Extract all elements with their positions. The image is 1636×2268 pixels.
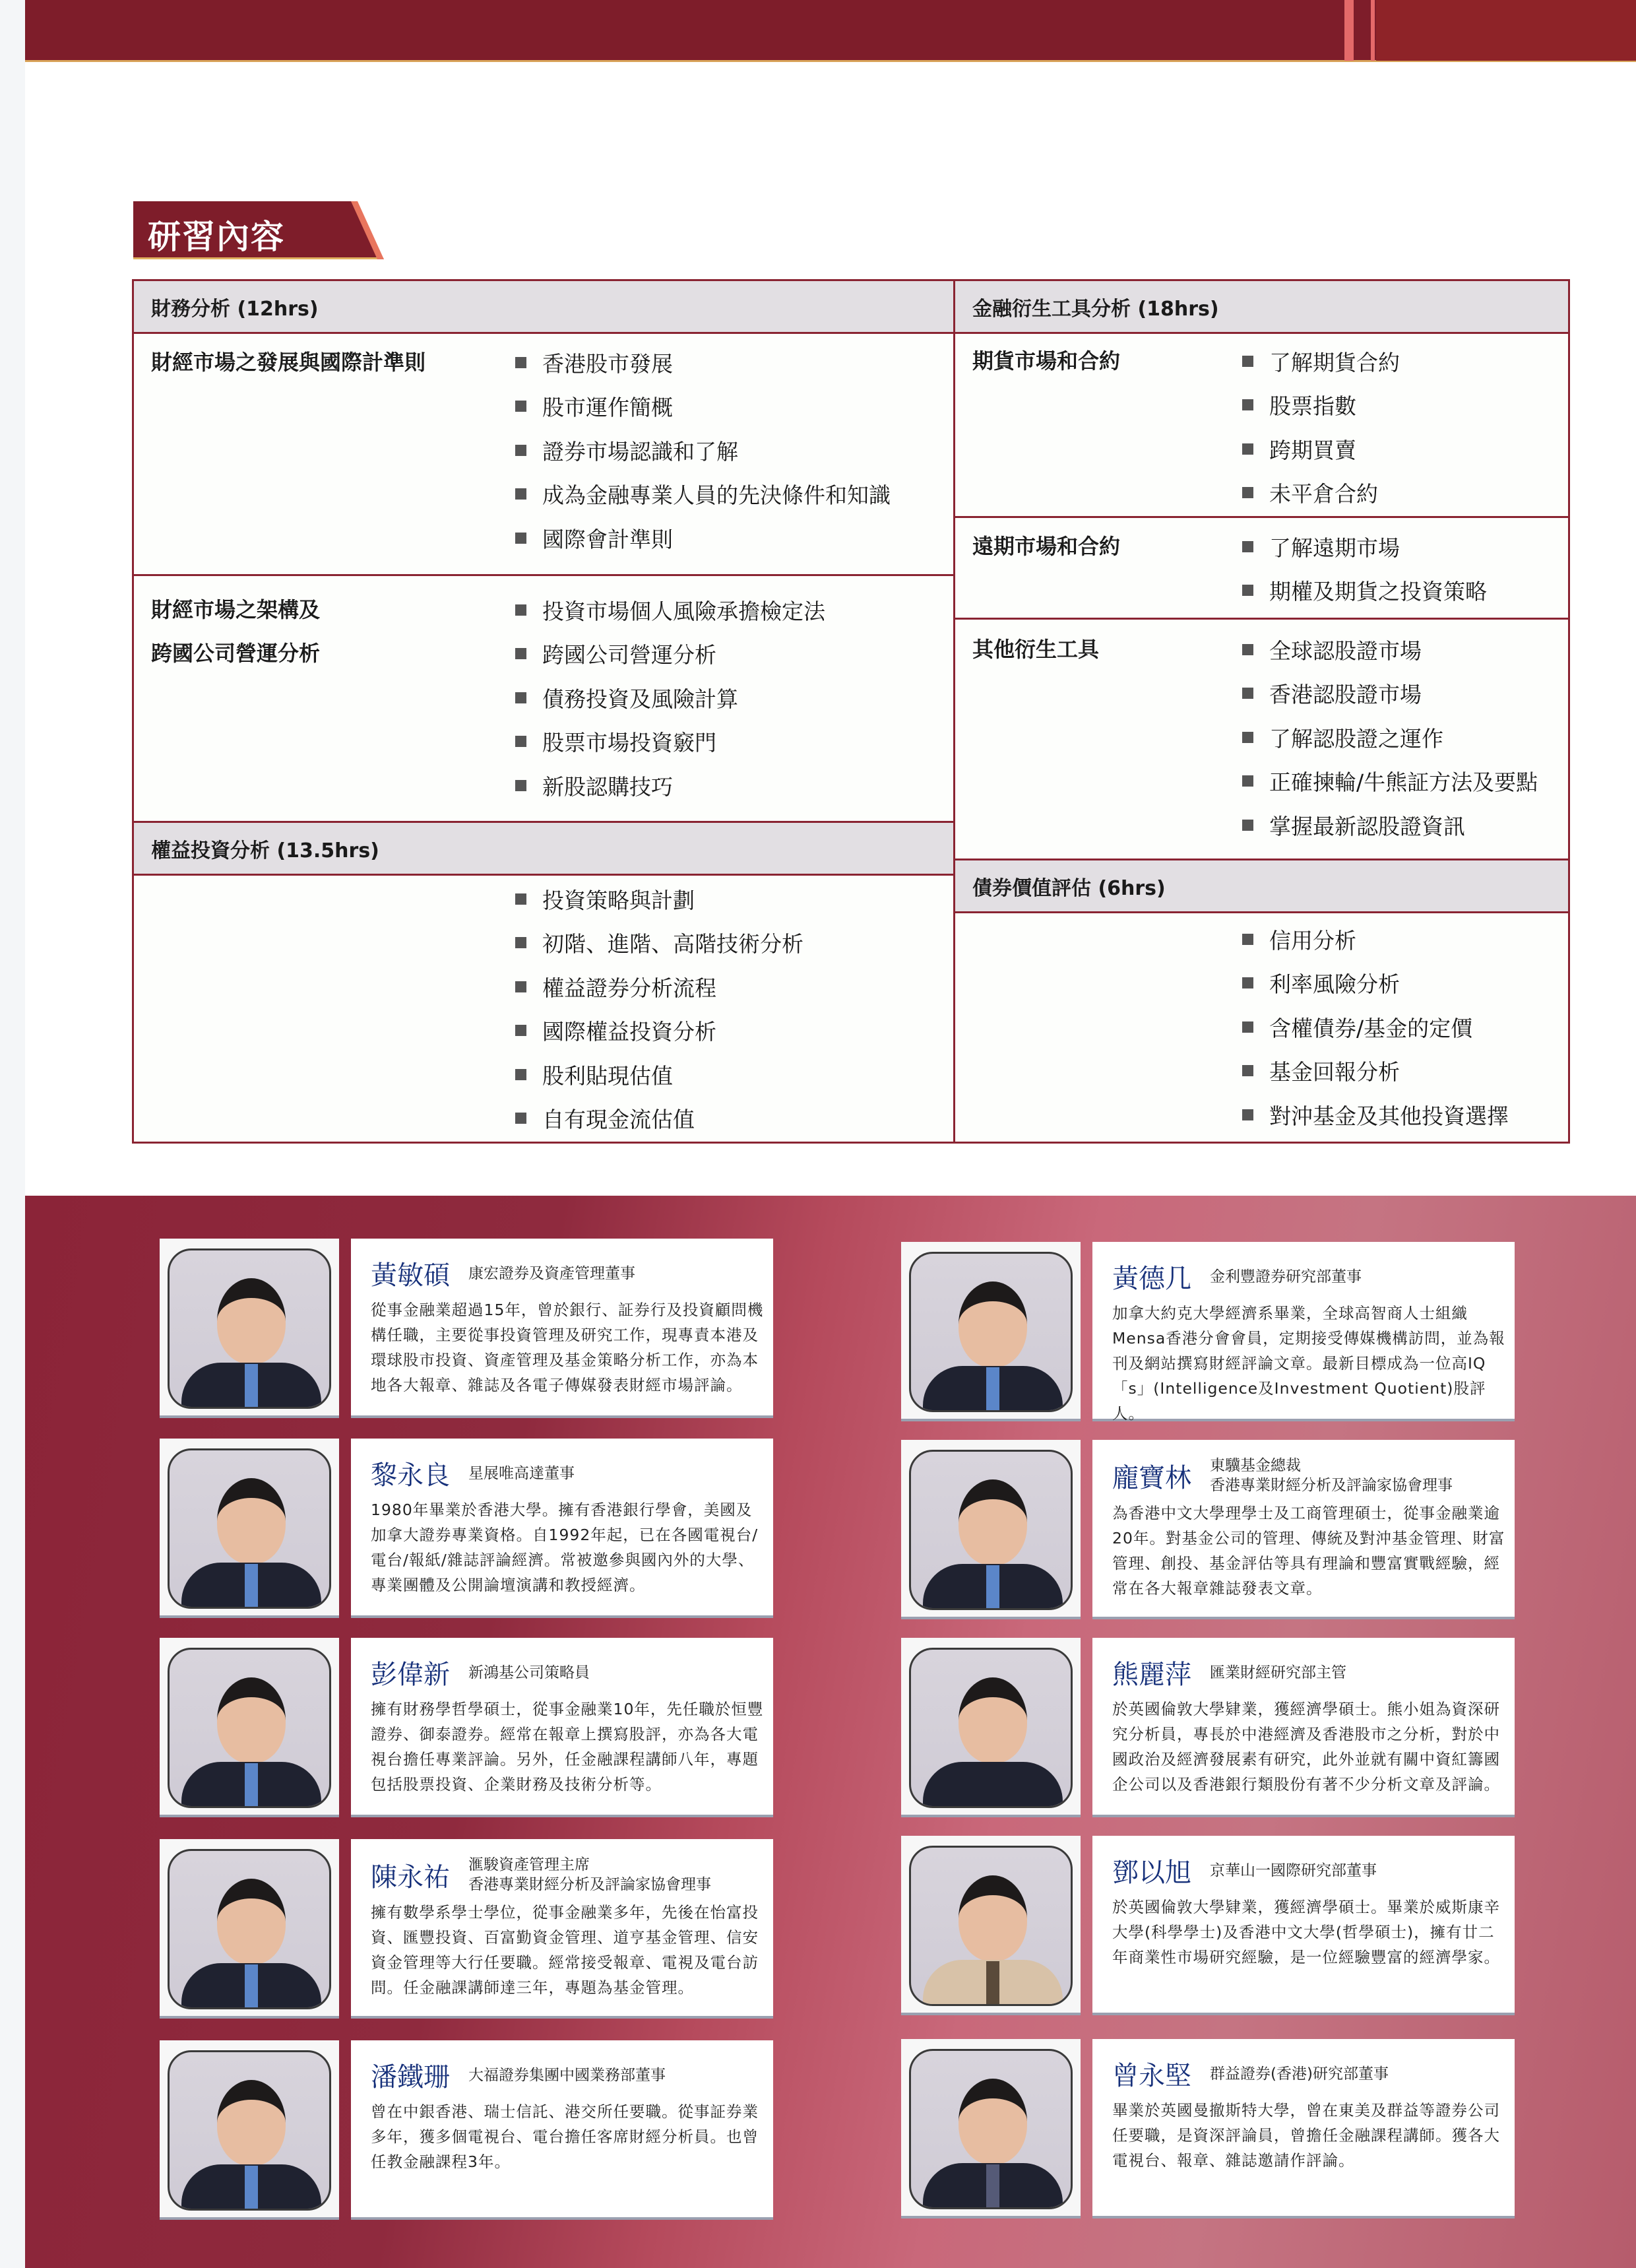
speaker-photo <box>909 1648 1073 1808</box>
topic-item: 股票市場投資竅門 <box>515 720 825 764</box>
section-title: 研習內容 <box>148 218 285 256</box>
square-bullet-icon <box>515 648 526 659</box>
portrait-head <box>217 1478 286 1564</box>
portrait-tie <box>245 1564 258 1609</box>
topic-item: 了解期貨合約 <box>1242 339 1400 383</box>
topic-item: 成為金融專業人員的先決條件和知識 <box>515 472 891 517</box>
speaker-photo <box>168 2050 331 2211</box>
topic-item: 掌握最新認股證資訊 <box>1242 803 1538 847</box>
speaker-photo <box>168 1849 331 2009</box>
speaker-header <box>1112 2055 1515 2092</box>
speaker-photo-frame <box>160 2040 339 2220</box>
speaker-photo <box>168 1648 331 1808</box>
square-bullet-icon <box>1242 775 1253 787</box>
speaker-title: 滙駿資產管理主席 <box>468 1856 590 1873</box>
topic-block <box>134 334 953 576</box>
speaker-header <box>371 1654 773 1691</box>
speaker-bio: 曾在中銀香港、瑞士信託、港交所任要職。從事証券業多年，獲多個電視台、電台擔任客席財經分析員。也曾任教金融課程3年。 <box>371 2102 759 2171</box>
speaker-header <box>371 1855 773 1895</box>
speaker-name: 潘鐵珊 <box>371 2062 450 2092</box>
topic-item: 國際權益投資分析 <box>515 1009 803 1053</box>
category-header-equity-analysis: 權益投資分析 (13.5hrs) <box>134 823 953 876</box>
speaker-title: 康宏證券及資產管理董事 <box>468 1264 635 1282</box>
speaker-photo-frame <box>160 1439 339 1618</box>
square-bullet-icon <box>1242 1109 1253 1120</box>
speaker-titles <box>468 1855 711 1895</box>
topic-item: 未平倉合約 <box>1242 471 1400 515</box>
portrait-tie <box>245 1364 258 1409</box>
speaker-titles <box>468 2065 666 2085</box>
portrait-head <box>217 1879 286 1964</box>
square-bullet-icon <box>1242 977 1253 988</box>
topic-item: 初階、進階、高階技術分析 <box>515 921 803 965</box>
speaker-header <box>371 1254 773 1292</box>
banner-stripe <box>1371 0 1375 61</box>
speaker-bio-box <box>351 2040 773 2220</box>
topic-item: 了解遠期市場 <box>1242 525 1487 569</box>
speaker-title: 東驥基金總裁 <box>1210 1457 1301 1474</box>
portrait-head <box>959 2079 1027 2164</box>
portrait-suit <box>923 1762 1063 1808</box>
topic-item: 信用分析 <box>1242 917 1509 961</box>
square-bullet-icon <box>1242 1065 1253 1076</box>
speaker-photo-frame <box>901 1242 1081 1421</box>
speaker-name: 黃敏碩 <box>371 1260 450 1291</box>
portrait-head <box>959 1479 1027 1565</box>
speaker-bio: 從事金融業超過15年，曾於銀行、証券行及投資顧問機構任職，主要從事投資管理及研究工作，現專責本港及環球股市投資、資產管理及基金策略分析工作，亦為本地各大報章、雜誌及各電子傳媒發表財經市場評論。 <box>371 1301 764 1394</box>
speaker-titles <box>1210 2064 1389 2084</box>
speaker-photo <box>909 1252 1073 1412</box>
portrait-head <box>217 1278 286 1364</box>
speaker-name: 熊麗萍 <box>1112 1660 1191 1690</box>
portrait-tie <box>245 2166 258 2211</box>
portrait-tie <box>245 1763 258 1808</box>
portrait-head <box>959 1677 1027 1763</box>
topic-block <box>955 518 1568 620</box>
speaker-titles <box>1210 1861 1377 1881</box>
speaker-header <box>1112 1456 1515 1495</box>
square-bullet-icon <box>1242 820 1253 831</box>
speaker-name: 黃德几 <box>1112 1264 1191 1294</box>
topic-block <box>955 913 1568 1142</box>
square-bullet-icon <box>1242 356 1253 367</box>
square-bullet-icon <box>1242 732 1253 743</box>
speaker-photo-frame <box>901 1836 1081 2015</box>
speaker-photo-frame <box>160 1638 339 1817</box>
topic-item: 香港股市發展 <box>515 340 891 385</box>
top-banner <box>25 0 1636 62</box>
topic-title: 期貨市場和合約 <box>972 348 1121 373</box>
topic-item: 投資市場個人風險承擔檢定法 <box>515 588 825 632</box>
square-bullet-icon <box>1242 443 1253 455</box>
square-bullet-icon <box>515 893 526 905</box>
speaker-title: 香港專業財經分析及評論家協會理事 <box>468 1876 711 1893</box>
speaker-bio-box <box>351 1439 773 1618</box>
square-bullet-icon <box>515 401 526 412</box>
square-bullet-icon <box>515 937 526 948</box>
topic-item: 國際會計準則 <box>515 516 891 560</box>
speaker-photo <box>168 1448 331 1609</box>
topic-item: 香港認股證市場 <box>1242 672 1538 716</box>
speaker-title: 匯業財經研究部主管 <box>1210 1664 1346 1681</box>
speaker-title: 新鴻基公司策略員 <box>468 1664 590 1681</box>
square-bullet-icon <box>515 1025 526 1036</box>
topic-item-list <box>1242 917 1509 1137</box>
topic-item: 基金回報分析 <box>1242 1049 1509 1093</box>
speaker-titles <box>468 1264 635 1283</box>
curriculum-left-column <box>134 281 955 1142</box>
topic-item-list <box>1242 339 1400 515</box>
topic-item-list <box>515 340 891 560</box>
topic-item: 正確揀輪/牛熊証方法及要點 <box>1242 760 1538 804</box>
speaker-photo <box>168 1248 331 1409</box>
speaker-header <box>1112 1852 1515 1889</box>
topic-title-line2: 跨國公司營運分析 <box>151 641 321 666</box>
topic-item: 投資策略與計劃 <box>515 877 803 921</box>
topic-item-list <box>1242 525 1487 612</box>
speaker-titles <box>1210 1456 1453 1495</box>
speaker-title: 星展唯高達董事 <box>468 1464 575 1482</box>
topic-item: 股利貼現估值 <box>515 1053 803 1097</box>
topic-item: 股票指數 <box>1242 383 1400 428</box>
banner-right-panel <box>1376 0 1636 61</box>
speaker-name: 曾永堅 <box>1112 2061 1191 2091</box>
speaker-photo-frame <box>901 1440 1081 1619</box>
topic-item: 新股認購技巧 <box>515 763 825 808</box>
portrait-tie <box>986 1961 999 2006</box>
speaker-photo-frame <box>901 1638 1081 1817</box>
portrait-head <box>217 2080 286 2166</box>
speaker-photo-frame <box>901 2039 1081 2219</box>
speaker-header <box>1112 1654 1515 1691</box>
topic-block <box>955 334 1568 518</box>
topic-item: 權益證券分析流程 <box>515 965 803 1009</box>
speaker-bio-box <box>1092 1836 1515 2015</box>
square-bullet-icon <box>1242 644 1253 655</box>
speaker-bio-box <box>1092 2039 1515 2219</box>
topic-item: 跨國公司營運分析 <box>515 632 825 676</box>
topic-title: 財經市場之發展與國際計準則 <box>151 350 426 375</box>
topic-block <box>134 576 953 823</box>
speaker-bio: 為香港中文大學理學士及工商管理碩士，從事金融業逾20年。對基金公司的管理、傳統及對沖基金管理、財富管理、創投、基金評估等具有理論和豐富實戰經驗，經常在各大報章雜誌發表文章。 <box>1112 1504 1505 1598</box>
topic-item-list <box>1242 628 1538 847</box>
speaker-bio-box <box>1092 1242 1515 1421</box>
portrait-head <box>959 1875 1027 1961</box>
speaker-header <box>371 1454 773 1492</box>
topic-title: 財經市場之架構及 <box>151 597 321 622</box>
topic-item: 跨期買賣 <box>1242 427 1400 471</box>
speaker-title: 金利豐證券研究部董事 <box>1210 1268 1362 1285</box>
square-bullet-icon <box>515 357 526 368</box>
section-title-tab <box>133 201 384 259</box>
portrait-tie <box>986 1367 999 1412</box>
portrait-head <box>959 1281 1027 1367</box>
speaker-bio: 加拿大約克大學經濟系畢業，全球高智商人士組織Mensa香港分會會員，定期接受傳媒機構訪問，並為報刊及網站撰寫財經評論文章。最新目標成為一位高IQ「s」(Intelligence及Investment Quotient)股評人。 <box>1112 1304 1505 1423</box>
speaker-titles <box>468 1464 575 1483</box>
square-bullet-icon <box>515 736 526 747</box>
category-header-derivatives: 金融衍生工具分析 (18hrs) <box>955 281 1568 334</box>
speaker-photo <box>909 2049 1073 2209</box>
square-bullet-icon <box>515 780 526 791</box>
speaker-photo-frame <box>160 1239 339 1418</box>
topic-item: 期權及期貨之投資策略 <box>1242 569 1487 613</box>
square-bullet-icon <box>1242 399 1253 410</box>
square-bullet-icon <box>1242 541 1253 552</box>
square-bullet-icon <box>1242 688 1253 699</box>
topic-item: 全球認股證市場 <box>1242 628 1538 672</box>
speaker-bio: 1980年畢業於香港大學。擁有香港銀行學會，美國及加拿大證券專業資格。自1992年起，已在各國電視台/電台/報紙/雜誌評論經濟。常被邀參與國內外的大學、專業團體及公開論壇演講和教授經濟。 <box>371 1501 759 1594</box>
speaker-bio: 擁有數學系學士學位，從事金融業多年，先後在怡富投資、匯豐投資、百富勤資金管理、道亨基金管理、信安資金管理等大行任要職。經常接受報章、電視及電台訪問。任金融課講師達三年，專題為基金管理。 <box>371 1903 759 1997</box>
speaker-bio-box <box>1092 1638 1515 1817</box>
square-bullet-icon <box>515 445 526 456</box>
topic-item: 對沖基金及其他投資選擇 <box>1242 1093 1509 1137</box>
square-bullet-icon <box>1242 934 1253 945</box>
square-bullet-icon <box>515 533 526 544</box>
speaker-bio: 畢業於英國曼撤斯特大學，曾在東美及群益等證券公司任要職，是資深評論員，曾擔任金融課程講師。獲各大電視台、報章、雜誌邀請作評論。 <box>1112 2101 1500 2170</box>
speaker-titles <box>1210 1267 1362 1287</box>
topic-title: 其他衍生工具 <box>972 637 1100 662</box>
speaker-photo <box>909 1846 1073 2006</box>
topic-block <box>134 876 953 1142</box>
speaker-titles <box>468 1663 590 1683</box>
speaker-title: 香港專業財經分析及評論家協會理事 <box>1210 1477 1453 1494</box>
portrait-tie <box>986 1565 999 1610</box>
speaker-name: 彭偉新 <box>371 1660 450 1690</box>
topic-item: 股市運作簡概 <box>515 385 891 429</box>
speaker-title: 大福證券集團中國業務部董事 <box>468 2066 666 2084</box>
topic-block <box>955 620 1568 860</box>
speaker-name: 龐寶林 <box>1112 1462 1191 1493</box>
speaker-bio: 於英國倫敦大學肄業，獲經濟學碩士。畢業於威斯康辛大學(科學學士)及香港中文大學(哲學碩士)，擁有廿二年商業性市場研究經驗，是一位經驗豐富的經濟學家。 <box>1112 1898 1500 1966</box>
speaker-bio-box <box>1092 1440 1515 1619</box>
category-header-financial-analysis: 財務分析 (12hrs) <box>134 281 953 334</box>
topic-item: 債務投資及風險計算 <box>515 676 825 720</box>
category-header-bond-valuation: 債券價值評估 (6hrs) <box>955 860 1568 913</box>
portrait-tie <box>245 1964 258 2009</box>
speaker-name: 鄧以旭 <box>1112 1858 1191 1888</box>
topic-item: 了解認股證之運作 <box>1242 715 1538 760</box>
speaker-title: 群益證券(香港)研究部董事 <box>1210 2065 1389 2083</box>
speaker-photo <box>909 1450 1073 1610</box>
speaker-bio-box <box>351 1239 773 1418</box>
speaker-name: 黎永良 <box>371 1460 450 1491</box>
topic-item: 含權債券/基金的定價 <box>1242 1005 1509 1049</box>
speaker-title: 京華山一國際研究部董事 <box>1210 1862 1377 1879</box>
topic-item: 自有現金流估值 <box>515 1097 803 1141</box>
square-bullet-icon <box>515 1069 526 1080</box>
speakers-section <box>25 1196 1636 2268</box>
curriculum-table <box>132 279 1570 1144</box>
speaker-header <box>371 2056 773 2094</box>
square-bullet-icon <box>1242 1021 1253 1033</box>
square-bullet-icon <box>515 692 526 703</box>
topic-item: 利率風險分析 <box>1242 961 1509 1006</box>
square-bullet-icon <box>515 604 526 616</box>
speaker-titles <box>1210 1663 1346 1683</box>
speaker-bio-box <box>351 1638 773 1817</box>
speaker-photo-frame <box>160 1839 339 2019</box>
portrait-head <box>217 1677 286 1763</box>
speaker-header <box>1112 1258 1515 1295</box>
topic-title: 遠期市場和合約 <box>972 534 1121 559</box>
topic-item-list <box>515 588 825 808</box>
square-bullet-icon <box>515 1113 526 1124</box>
square-bullet-icon <box>515 488 526 500</box>
curriculum-right-column <box>955 281 1568 1142</box>
banner-stripe <box>1344 0 1354 61</box>
speaker-bio: 於英國倫敦大學肄業，獲經濟學碩士。熊小姐為資深研究分析員，專長於中港經濟及香港股市之分析，對於中國政治及經濟發展素有研究，此外並就有關中資紅籌國企公司以及香港銀行類股份有著不少分析文章及評論。 <box>1112 1700 1500 1794</box>
square-bullet-icon <box>1242 585 1253 596</box>
speaker-bio: 擁有財務學哲學碩士，從事金融業10年，先任職於恒豐證券、御泰證券。經常在報章上撰寫股評，亦為各大電視台擔任專業評論。另外，任金融課程講師八年，專題包括股票投資、企業財務及技術分析等。 <box>371 1700 764 1794</box>
speaker-name: 陳永祐 <box>371 1862 450 1893</box>
square-bullet-icon <box>1242 487 1253 498</box>
page-margin <box>0 0 25 2268</box>
speaker-bio-box <box>351 1839 773 2019</box>
portrait-tie <box>986 2164 999 2209</box>
square-bullet-icon <box>515 981 526 992</box>
topic-item-list <box>515 877 803 1140</box>
topic-item: 證券市場認識和了解 <box>515 428 891 472</box>
